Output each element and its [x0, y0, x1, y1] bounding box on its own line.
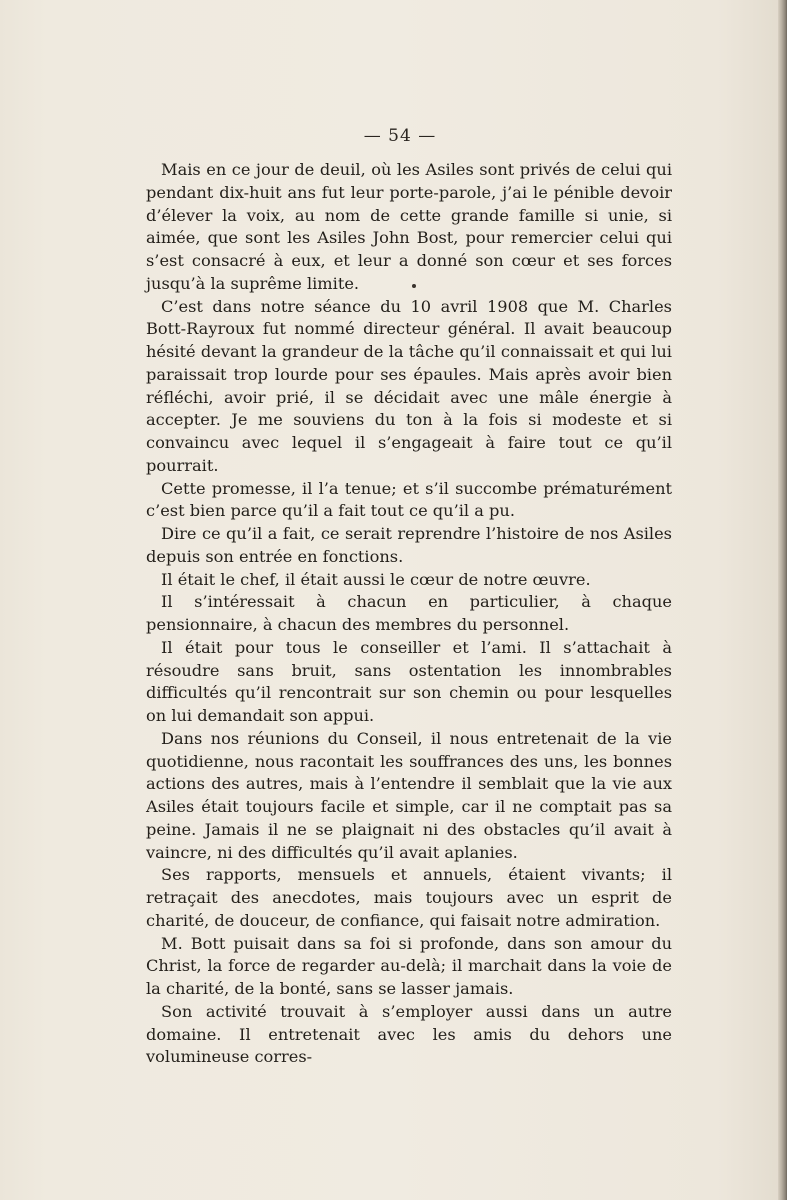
paragraph: Il était le chef, il était aussi le cœur de notre œuvre.: [161, 569, 591, 589]
paragraph: Cette promesse, il l’a tenue; et s’il succombe prématurément c’est bien parce qu’il a fait tout ce qu’il a pu.: [146, 478, 672, 521]
page-edge: [778, 0, 787, 1200]
paragraph: Dire ce qu’il a fait, ce serait reprendre l’histoire de nos Asiles depuis son entrée en fonctions.: [146, 524, 672, 566]
paragraph: Son activité trouvait à s’employer aussi dans un autre domaine. Il entretenait avec les amis du dehors une volumineuse corres-: [146, 1001, 672, 1067]
paragraph: M. Bott puisait dans sa foi si profonde, dans son amour du Christ, la force de regarder au-delà; il marchait dans la voie de la charité, de la bonté, sans se lasser jamais.: [146, 933, 672, 998]
body-text: [146, 159, 672, 1069]
paragraph: C’est dans notre séance du 10 avril 1908 que M. Charles Bott-Rayroux fut nommé directeur général. Il avait beaucoup hésité devant la grandeur de la tâche qu’il connaissait et qui lui paraissait trop lourde pour ses épaules. Mais après avoir bien réfléchi, avoir prié, il se décidait avec une mâle énergie à accepter. Je me souviens du ton à la fois si modeste et si convaincu avec lequel il s’engageait à faire tout ce qu’il pourrait.: [146, 296, 672, 475]
paragraph: Dans nos réunions du Conseil, il nous entretenait de la vie quotidienne, nous racontait les souffrances des uns, les bonnes actions des autres, mais à l’entendre il semblait que la vie aux Asiles était toujours facile et simple, car il ne comptait pas sa peine. Jamais il ne se plaignait ni des obstacles qu’il avait à vaincre, ni des difficultés qu’il avait aplanies.: [146, 728, 672, 862]
paragraph: Il s’intéressait à chacun en particulier, à chaque pensionnaire, à chacun des membres du personnel.: [146, 592, 672, 634]
paragraph: Mais en ce jour de deuil, où les Asiles sont privés de celui qui pendant dix-huit ans fut leur porte-parole, j’ai le pénible devoir d’élever la voix, au nom de cette grande famille si unie, si aimée, que sont les Asiles John Bost, pour remercier celui qui s’est consacré à eux, et leur a donné son cœur et ses forces jusqu’à la suprême limite.: [146, 160, 672, 293]
page-number: — 54 —: [363, 126, 437, 146]
paragraph: Ses rapports, mensuels et annuels, étaient vivants; il retraçait des anecdotes, mais toujours avec un esprit de charité, de douceur, de confiance, qui faisait notre admiration.: [146, 865, 672, 930]
paragraph: Il était pour tous le conseiller et l’ami. Il s’attachait à résoudre sans bruit, sans ostentation les innombrables difficultés qu’il rencontrait sur son chemin ou pour lesquelles on lui demandait son appui.: [146, 637, 672, 725]
